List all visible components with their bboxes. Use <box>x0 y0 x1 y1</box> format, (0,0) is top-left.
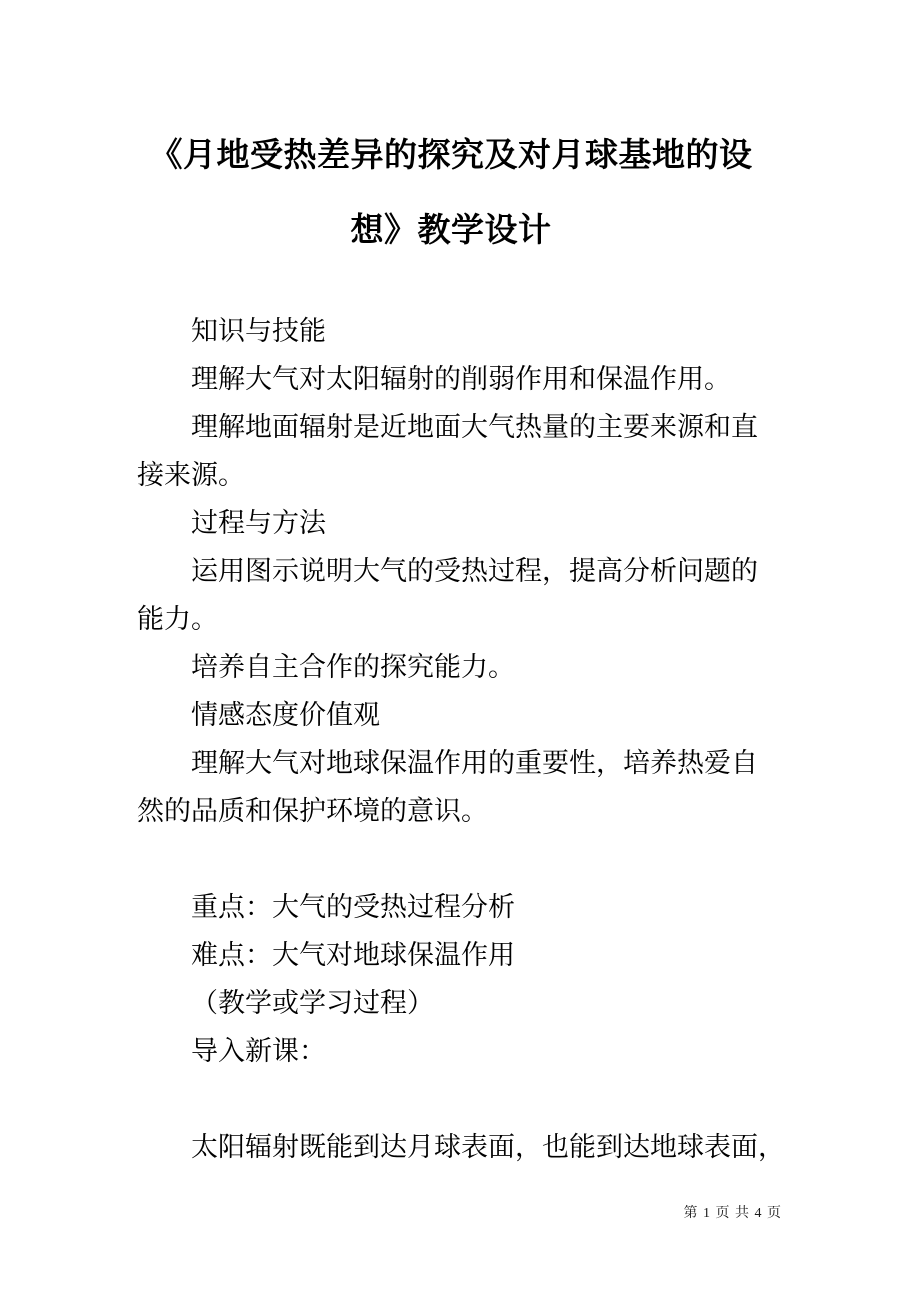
document-body <box>137 307 785 1171</box>
body-line: 导入新课： <box>191 1036 326 1066</box>
body-line: 知识与技能 <box>191 316 326 346</box>
document-title-line-2: 想》教学设计 <box>350 213 552 249</box>
page-number-footer: 第 1 页 共 4 页 <box>683 1206 782 1221</box>
document-title <box>137 119 765 269</box>
body-line: 接来源。 <box>137 460 245 490</box>
body-line: 情感态度价值观 <box>191 700 380 730</box>
body-line: 理解大气对太阳辐射的削弱作用和保温作用。 <box>191 364 731 394</box>
body-line: 重点：大气的受热过程分析 <box>191 892 515 922</box>
body-line: 理解地面辐射是近地面大气热量的主要来源和直 <box>191 412 758 442</box>
body-line: 难点：大气对地球保温作用 <box>191 940 515 970</box>
body-line: 太阳辐射既能到达月球表面，也能到达地球表面， <box>191 1132 785 1162</box>
body-line: 过程与方法 <box>191 508 326 538</box>
blank-line <box>137 835 765 883</box>
body-line: （教学或学习过程） <box>191 988 434 1018</box>
body-line: 运用图示说明大气的受热过程，提高分析问题的 <box>191 556 758 586</box>
blank-line <box>137 1075 765 1123</box>
body-line: 培养自主合作的探究能力。 <box>191 652 515 682</box>
document-title-line-1: 《月地受热差异的探究及对月球基地的设 <box>149 138 753 174</box>
body-line: 能力。 <box>137 604 218 634</box>
body-line: 理解大气对地球保温作用的重要性，培养热爱自 <box>191 748 758 778</box>
body-line: 然的品质和保护环境的意识。 <box>137 796 488 826</box>
